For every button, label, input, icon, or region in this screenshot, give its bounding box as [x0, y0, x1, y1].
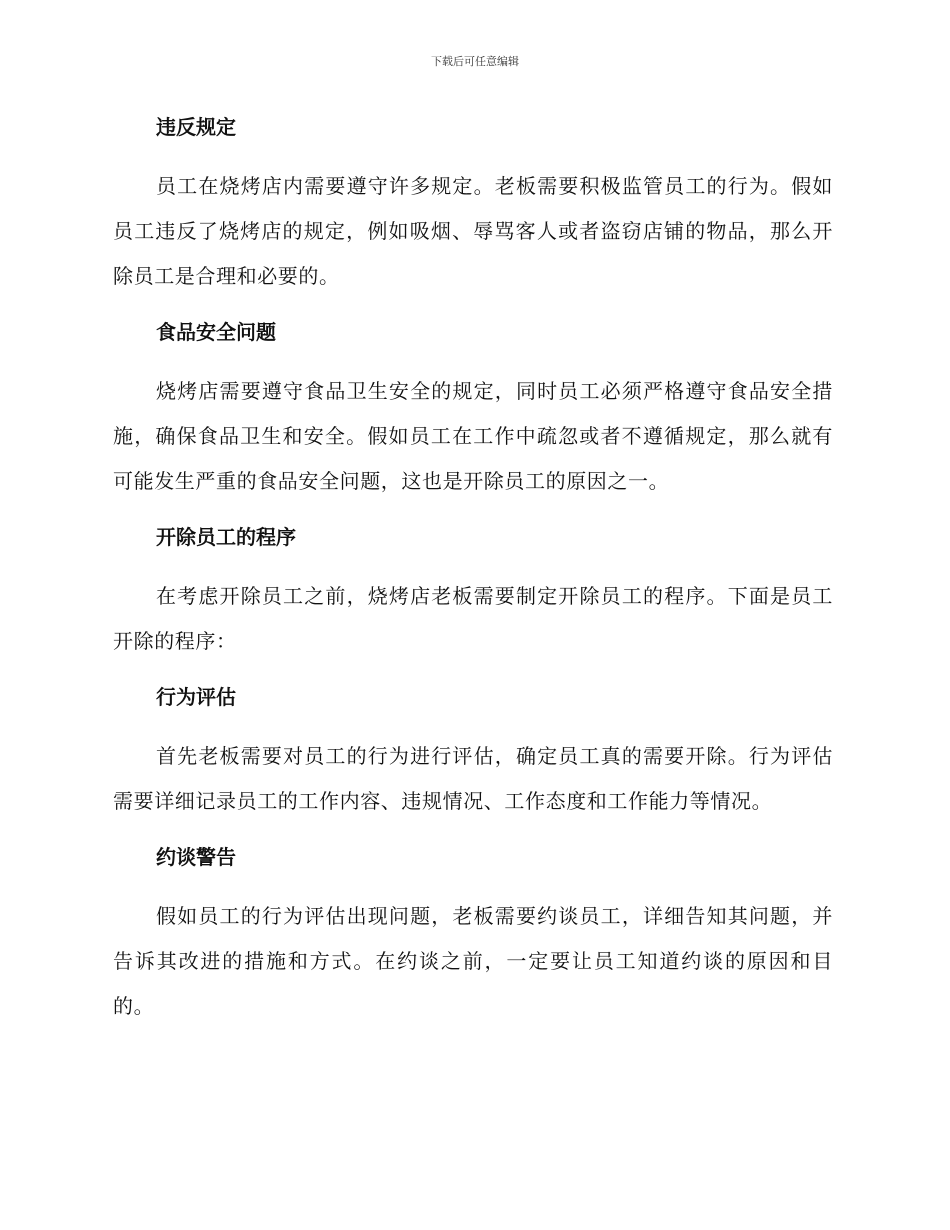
- document-body: [113, 112, 833, 1029]
- section-heading-food-safety: 食品安全问题: [156, 320, 276, 344]
- section-heading-behavior-evaluation: 行为评估: [156, 685, 236, 709]
- section-heading-dismissal-procedure: 开除员工的程序: [156, 525, 296, 549]
- section-heading-violations: 违反规定: [156, 115, 236, 139]
- page-header: 下载后可任意编辑: [431, 55, 519, 68]
- section-paragraph-behavior-evaluation: 首先老板需要对员工的行为进行评估，确定员工真的需要开除。行为评估需要详细记录员工的工作内容、违规情况、工作态度和工作能力等情况。: [113, 744, 833, 813]
- section-paragraph-dismissal-procedure: 在考虑开除员工之前，烧烤店老板需要制定开除员工的程序。下面是员工开除的程序：: [113, 584, 833, 653]
- section-paragraph-violations: 员工在烧烤店内需要遵守许多规定。老板需要积极监管员工的行为。假如员工违反了烧烤店的规定，例如吸烟、辱骂客人或者盗窃店铺的物品，那么开除员工是合理和必要的。: [113, 174, 833, 288]
- section-paragraph-food-safety: 烧烤店需要遵守食品卫生安全的规定，同时员工必须严格遵守食品安全措施，确保食品卫生和安全。假如员工在工作中疏忽或者不遵循规定，那么就有可能发生严重的食品安全问题，这也是开除员工的原因之一。: [113, 379, 833, 493]
- section-paragraph-interview-warning: 假如员工的行为评估出现问题，老板需要约谈员工，详细告知其问题，并告诉其改进的措施和方式。在约谈之前，一定要让员工知道约谈的原因和目的。: [113, 904, 833, 1018]
- section-heading-interview-warning: 约谈警告: [156, 845, 236, 869]
